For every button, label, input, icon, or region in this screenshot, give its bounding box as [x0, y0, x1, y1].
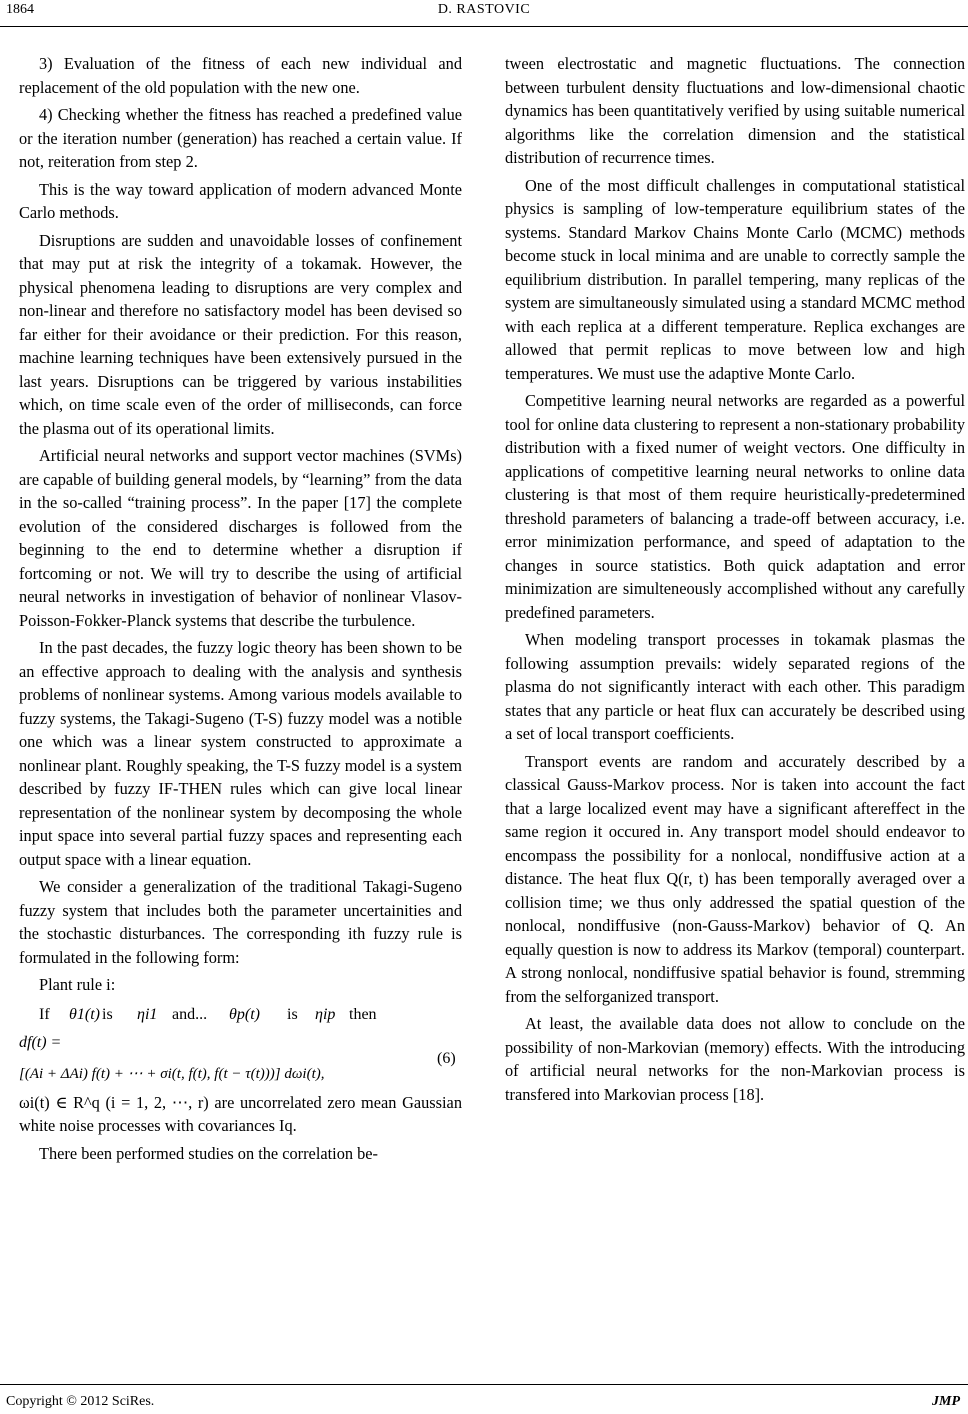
rule-theta-1: θ1(t)	[69, 1005, 100, 1023]
paragraph: 4) Checking whether the fitness has reached a predefined value or the iteration number (generation) has reached a certain value. If not, reiteration from step 2.	[19, 105, 462, 171]
equation-lhs-text: df(t) =	[19, 1033, 62, 1051]
rule-eta-ip: ηip	[315, 1005, 336, 1023]
rule-then: then	[349, 1005, 377, 1023]
paragraph: There been performed studies on the correlation be-	[39, 1143, 378, 1163]
page-number: 1864	[6, 2, 34, 17]
equation-6	[19, 1049, 462, 1091]
rule-is-1: is	[102, 1005, 113, 1023]
paragraph: In the past decades, the fuzzy logic theory has been shown to be an effective approach to dealing with the analysis and synthesis problems of nonlinear systems. Among various models available to fuzzy systems, the Takagi-Sugeno (T-S) fuzzy model was a notible one which was a linear system constructed to approximate a nonlinear plant. Roughly speaking, the T-S fuzzy model is a system described by fuzzy IF-THEN rules which can give local linear representation of the nonlinear system by decomposing the whole input space into several partial fuzzy spaces and representing each output space with a linear equation.	[19, 638, 462, 869]
rule-theta-p: θp(t)	[229, 1005, 260, 1023]
right-column	[505, 52, 965, 1110]
footer-rule	[0, 1384, 968, 1385]
left-column	[19, 52, 462, 1169]
fuzzy-rule-line	[19, 1001, 462, 1029]
paragraph: This is the way toward application of modern advanced Monte Carlo methods.	[19, 179, 462, 222]
paragraph: We consider a generalization of the traditional Takagi-Sugeno fuzzy system that includes both the parameter uncertainities and the stochastic disturbances. The corresponding ith fuzzy rule is formulated in the following form:	[19, 877, 462, 967]
journal-abbreviation: JMP	[932, 1394, 960, 1409]
paragraph: Competitive learning neural networks are regarded as a powerful tool for online data clustering to represent a non-stationary probability distribution with a fixed numer of weight vectors. One difficulty in applications of competitive learning neural networks to online data clustering is that most of them require heuristically-predetermined threshold parameters of balancing a trade-off between accuracy, i.e. error minimization performance, and speed of adaptation to the changes in source statistics. Both quick adaptation and error minimization are simulteneously accomplished without any carefully predefined parameters.	[505, 391, 965, 622]
rule-if: If	[39, 1005, 50, 1023]
plant-rule-label: Plant rule i:	[39, 975, 116, 994]
paragraph: Artificial neural networks and support vector machines (SVMs) are capable of building general models, by “learning” from the data in the so-called “training process”. In the paper [17] the complete evolution of the considered discharges is followed from the beginning to the end to determine whether a disruption if fortcoming or not. We will try to describe the using of artificial neural networks in investigation of behavior of nonlinear Vlasov-Poisson-Fokker-Planck systems that describe the turbulence.	[19, 446, 462, 630]
equation-number: (6)	[437, 1049, 456, 1067]
rule-is-2: is	[287, 1005, 298, 1023]
rule-eta-i1: ηi1	[137, 1005, 158, 1023]
paragraph: tween electrostatic and magnetic fluctuations. The connection between turbulent density fluctuations and low-dimensional chaotic dynamics has been quantitatively verified by using suitable numerical algorithms like the correlation dimension and the statistical distribution of recurrence times.	[505, 54, 965, 167]
paragraph: Disruptions are sudden and unavoidable losses of confinement that may put at risk the integrity of a tokamak. However, the physical phenomena leading to disruptions are very complex and non-linear and therefore no satisfactory model has been devised so far either for their avoidance or their prediction. For this reason, machine learning techniques have been extensively pursued in the last years. Disruptions can be triggered by various instabilities which, on time scale even of the order of milliseconds, can force the plasma out of its operational limits.	[19, 230, 462, 438]
equation-rhs-text: [(Ai + ΔAi) f(t) + ⋯ + σi(t, f(t), f(t − τ(t)))] dωi(t),	[19, 1065, 325, 1082]
equation-lhs	[19, 1029, 462, 1057]
running-header-author: D. RASTOVIC	[437, 2, 531, 17]
paragraph: At least, the available data does not allow to conclude on the possibility of non-Markovian (memory) effects. With the introducing of artificial neural networks for the non-Markovian process is transfered into Markovian process [18].	[505, 1014, 965, 1104]
paragraph: 3) Evaluation of the fitness of each new individual and replacement of the old population with the new one.	[19, 54, 462, 97]
header-rule	[0, 26, 968, 27]
paragraph: When modeling transport processes in tokamak plasmas the following assumption prevails: widely separated regions of the plasma do not significantly interact with each other. This paradigm states that any particle or heat flux can accurately be described using a set of local transport coefficients.	[505, 630, 965, 743]
noise-description: ωi(t) ∈ R^q (i = 1, 2, ⋯, r) are uncorrelated zero mean Gaussian white noise processes with covariances Iq.	[19, 1092, 462, 1135]
rule-and: and...	[172, 1005, 208, 1023]
paragraph: One of the most difficult challenges in computational statistical physics is sampling of low-temperature equilibrium states of the systems. Standard Markov Chains Monte Carlo (MCMC) methods become stuck in local minima and are unable to correctly sample the equilibrium distribution. In parallel tempering, many replicas of the system are simultaneously simulated using a standard MCMC method with each replica at a different temperature. Replica exchanges are allowed that permit replicas to move between low and high temperatures. We must use the adaptive Monte Carlo.	[505, 175, 965, 383]
copyright-notice: Copyright © 2012 SciRes.	[6, 1394, 155, 1409]
paragraph: Transport events are random and accurately described by a classical Gauss-Markov process. Nor is taken into account the fact that a large localized event may have a significant aftereffect in the same region it occured in. Any transport model should endeavor to encompass the possibility for a nonlocal, nondiffusive action at a distance. The heat flux Q(r, t) has been temporally averaged over a collision time; we thus only addressed the spatial question of the nonlocal, nondiffusive (non-Gauss-Markov) behavior of Q. An equally question is now to address its Markov (temporal) counterpart. A strong nonlocal, nondiffusive spatial behavior is found, stremming from the selforganized transport.	[505, 751, 965, 1006]
